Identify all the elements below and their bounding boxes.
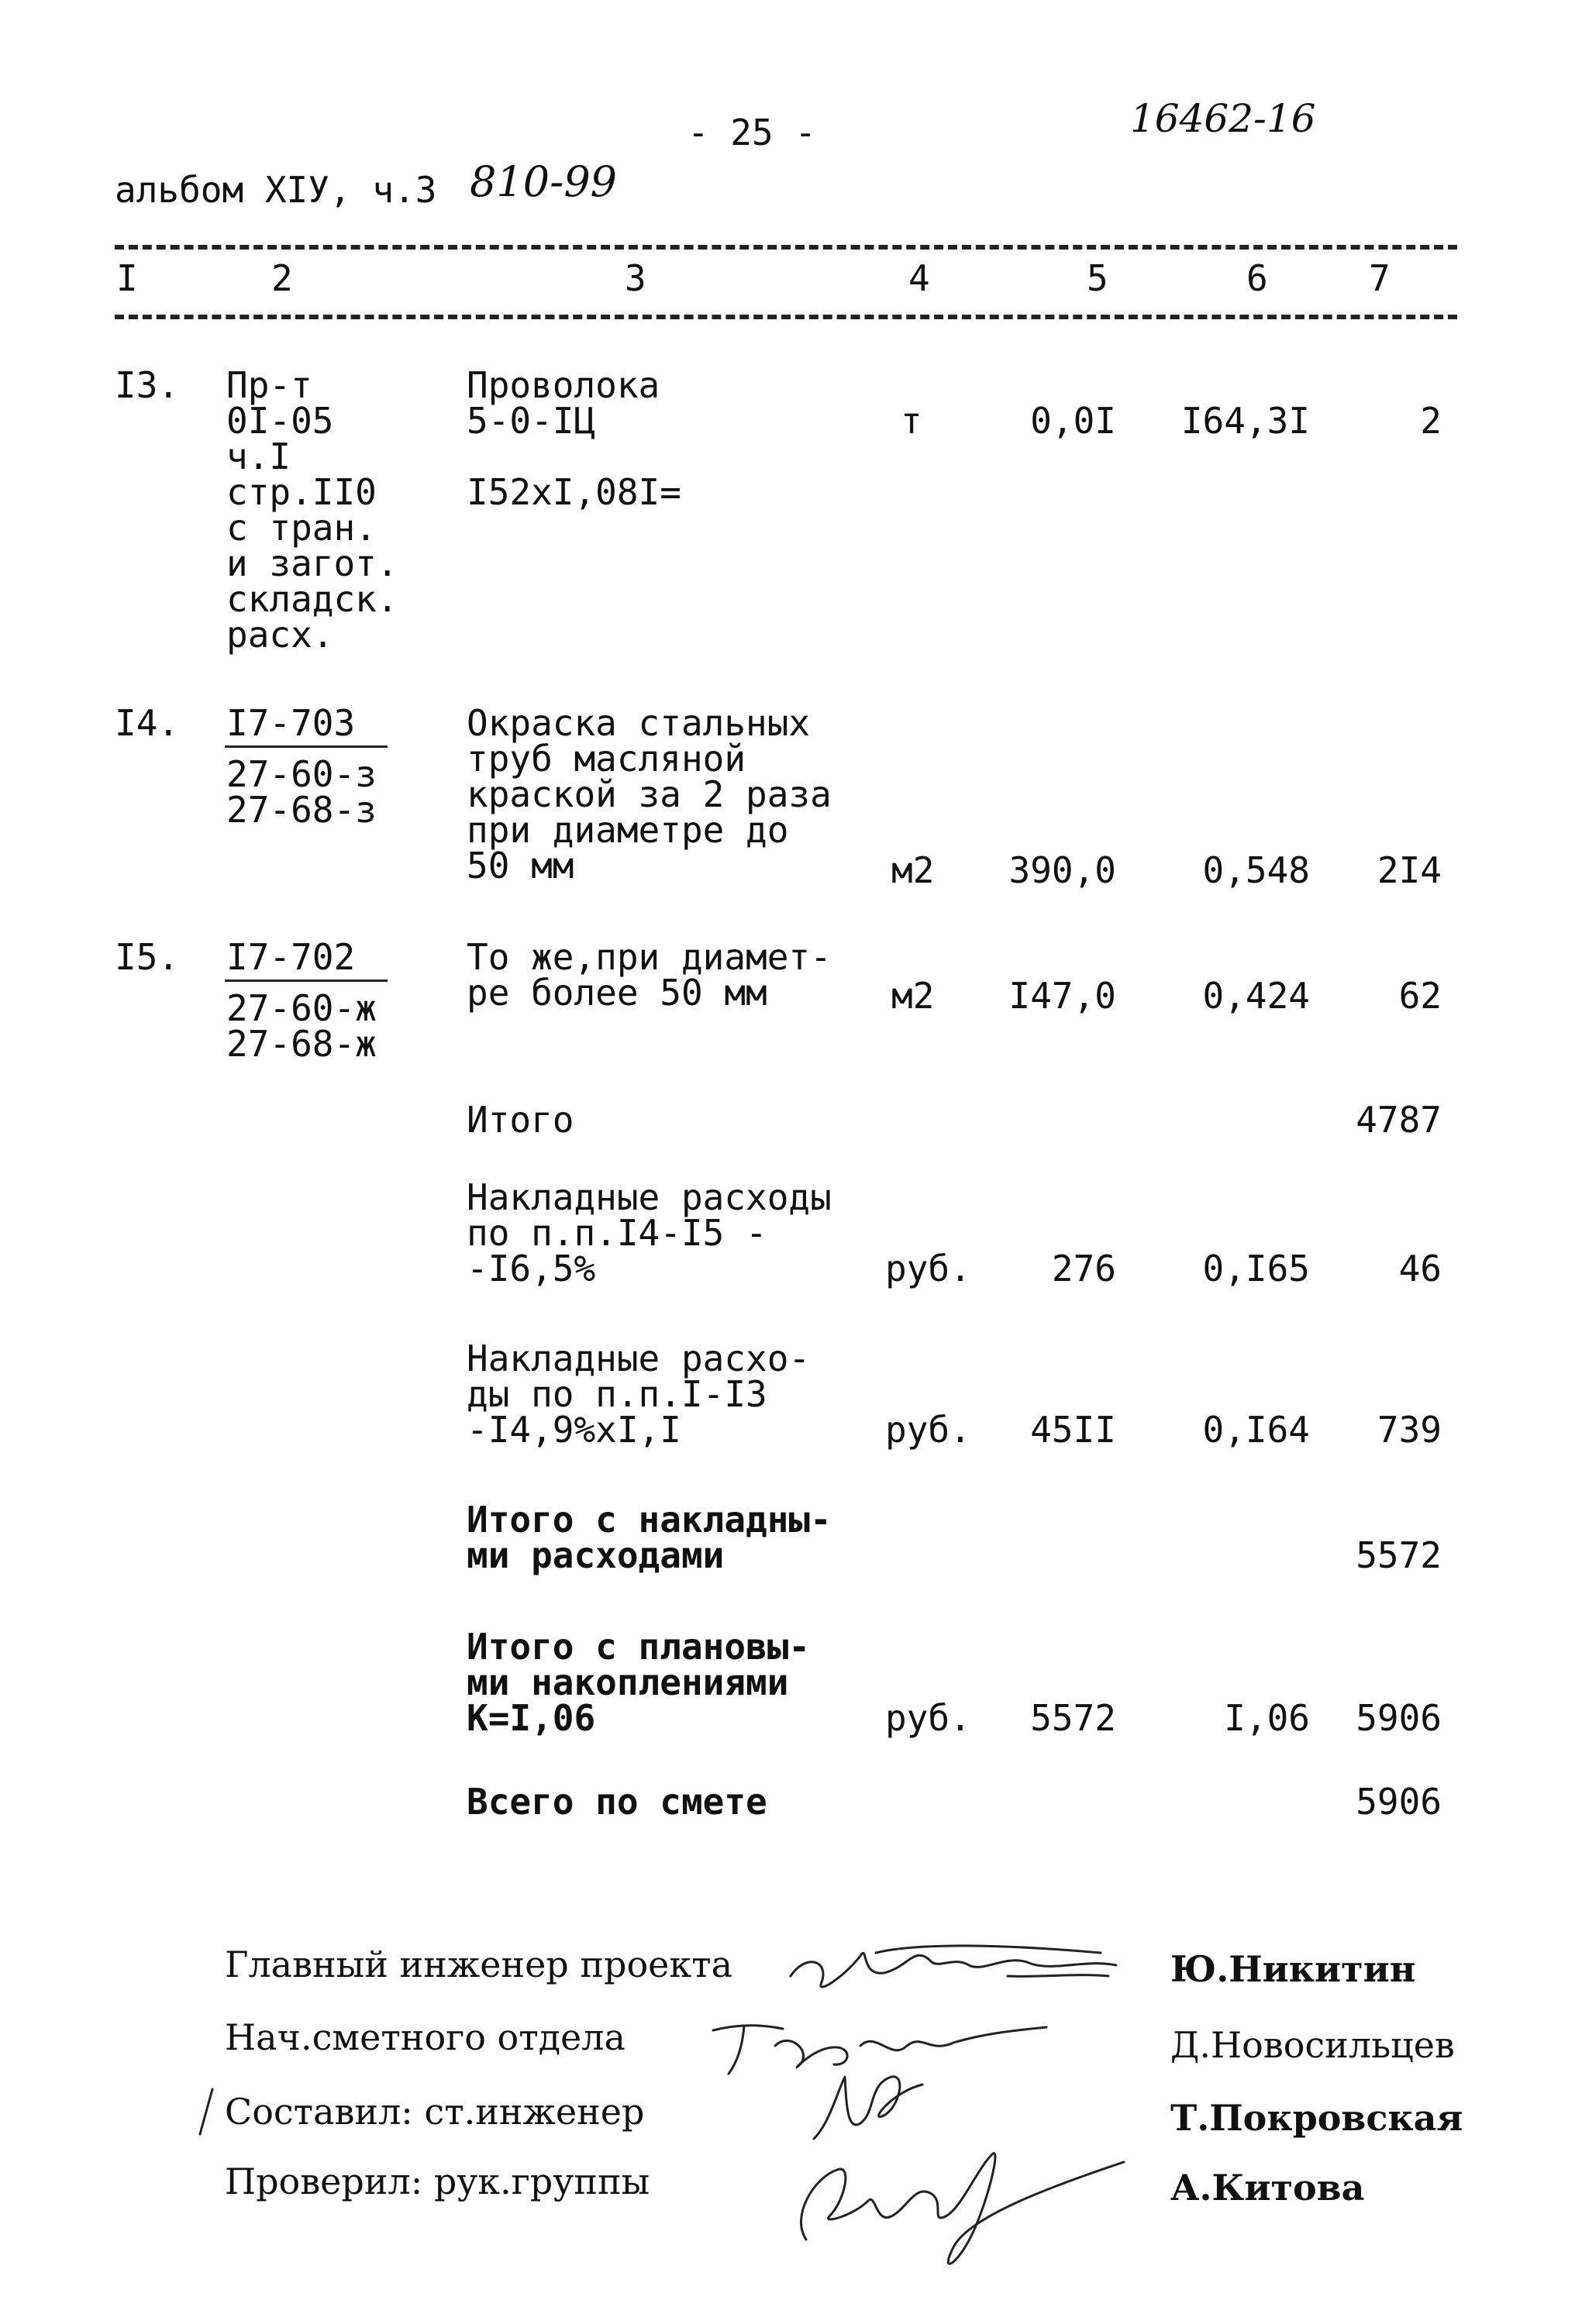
code-fraction-line xyxy=(225,745,388,748)
summary-total: 5572 xyxy=(1356,1534,1442,1576)
margin-tick-mark xyxy=(194,2085,217,2139)
summary-quantity: 5572 xyxy=(1030,1697,1116,1739)
summary-description: Накладные расходы по п.п.I4-I5 - -I6,5% xyxy=(467,1176,832,1289)
summary-unit: руб. xyxy=(885,1248,971,1289)
column-header-6: 6 xyxy=(1246,257,1268,299)
row-quantity: I47,0 xyxy=(1008,975,1116,1017)
signature-scribble-1 xyxy=(775,1922,1132,2007)
summary-quantity: 276 xyxy=(1051,1248,1116,1289)
column-header-5: 5 xyxy=(1087,257,1108,299)
summary-total: 46 xyxy=(1398,1248,1442,1289)
grand-total-label: Всего по смете xyxy=(467,1781,767,1823)
summary-description: Итого xyxy=(467,1099,574,1141)
row-price: 0,548 xyxy=(1202,849,1310,891)
column-header-4: 4 xyxy=(908,257,930,299)
signature-name: Ю.Никитин xyxy=(1170,1948,1416,1990)
header-top-dashed-rule xyxy=(115,245,1457,250)
row-number: I5. xyxy=(115,936,180,978)
signature-role: Проверил: рук.группы xyxy=(225,2160,650,2202)
column-header-7: 7 xyxy=(1369,257,1391,299)
row-code-ref: 27-60-ж 27-68-ж xyxy=(226,987,377,1065)
summary-unit: руб. xyxy=(885,1697,971,1739)
row-unit: м2 xyxy=(891,975,935,1017)
column-header-1: I xyxy=(116,257,138,299)
row-code-norm: I7-702 xyxy=(226,936,356,978)
row-quantity: 0,0I xyxy=(1030,400,1116,442)
row-price: 0,424 xyxy=(1202,975,1310,1017)
column-header-3: 3 xyxy=(625,257,646,299)
row-unit: т xyxy=(901,400,922,442)
row-number: I4. xyxy=(115,702,180,744)
row-quantity: 390,0 xyxy=(1008,849,1116,891)
row-unit: м2 xyxy=(891,849,935,891)
row-code-ref: 27-60-з 27-68-з xyxy=(226,753,377,831)
signature-role: Составил: ст.инженер xyxy=(225,2091,645,2133)
grand-total-value: 5906 xyxy=(1356,1781,1442,1823)
signature-role: Нач.сметного отдела xyxy=(225,2016,626,2058)
summary-coefficient: I,06 xyxy=(1224,1697,1310,1739)
header-bottom-dashed-rule xyxy=(115,315,1457,319)
summary-total: 4787 xyxy=(1356,1099,1442,1141)
row-description: Проволока 5-0-IЦ I52xI,08I= xyxy=(467,364,681,513)
summary-quantity: 45II xyxy=(1030,1409,1116,1451)
row-description: То же,при диамет- ре более 50 мм xyxy=(467,936,832,1014)
handwritten-album-code: 810-99 xyxy=(470,157,618,206)
signature-name: А.Китова xyxy=(1170,2167,1365,2209)
summary-rate: 0,I65 xyxy=(1202,1248,1310,1289)
signature-scribble-4 xyxy=(760,2123,1132,2278)
row-price: I64,3I xyxy=(1180,400,1310,442)
summary-unit: руб. xyxy=(885,1409,971,1451)
summary-description: Итого с плановы- ми накоплениями К=I,06 xyxy=(467,1626,811,1739)
row-number: I3. xyxy=(115,364,180,406)
handwritten-document-number: 16462-16 xyxy=(1130,96,1316,141)
row-code: Пр-т 0I-05 ч.I стр.II0 с тран. и загот. складск. расх. xyxy=(226,364,398,656)
signature-name: Т.Покровская xyxy=(1170,2097,1463,2139)
summary-description: Итого с накладны- ми расходами xyxy=(467,1499,832,1576)
summary-description: Накладные расхо- ды по п.п.I-I3 -I4,9%xI,I xyxy=(467,1338,811,1451)
signature-name: Д.Новосильцев xyxy=(1170,2024,1455,2066)
row-total: 2 xyxy=(1420,400,1442,442)
row-total: 2I4 xyxy=(1377,849,1442,891)
row-description: Окраска стальных труб масляной краской за 2 раза при диаметре до 50 мм xyxy=(467,702,832,887)
summary-total: 5906 xyxy=(1356,1697,1442,1739)
row-code-norm: I7-703 xyxy=(226,702,356,744)
row-total: 62 xyxy=(1398,975,1442,1017)
code-fraction-line xyxy=(225,980,388,982)
signature-role: Главный инженер проекта xyxy=(225,1944,733,1985)
page-number: - 25 - xyxy=(687,112,817,153)
album-label: альбом XIУ, ч.3 xyxy=(115,169,437,211)
summary-total: 739 xyxy=(1377,1409,1442,1451)
column-header-2: 2 xyxy=(271,257,293,299)
summary-rate: 0,I64 xyxy=(1202,1409,1310,1451)
